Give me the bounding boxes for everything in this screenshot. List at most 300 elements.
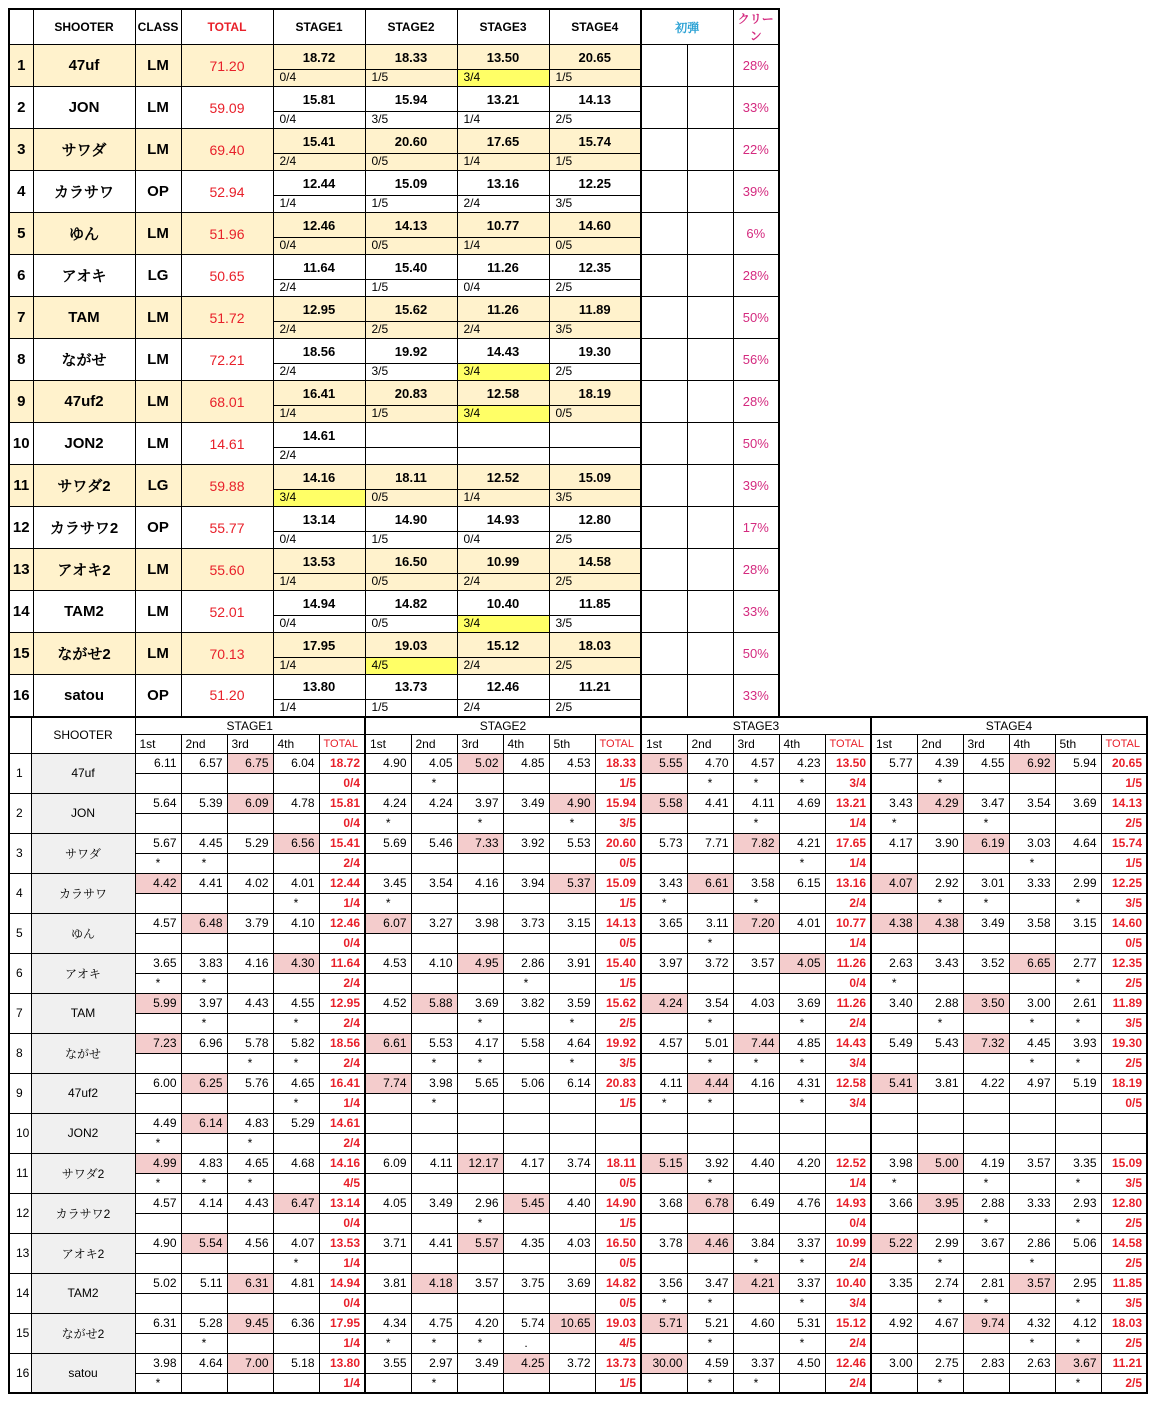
shot-time: 5.06 [503, 1073, 549, 1093]
hit-mark [871, 1333, 917, 1353]
hit-mark [641, 773, 687, 793]
hit-mark [917, 1053, 963, 1073]
shot-time: 4.11 [411, 1153, 457, 1173]
hit-mark [549, 853, 595, 873]
shot-time: 6.14 [181, 1113, 227, 1133]
hit-mark [549, 1253, 595, 1273]
detail-row-hits [9, 1093, 1147, 1113]
shot-time: 3.94 [503, 873, 549, 893]
stage-time: 11.64 [303, 259, 335, 275]
stage-hits: 1/4 [458, 111, 549, 128]
hit-mark: * [733, 813, 779, 833]
stage-time: 14.43 [486, 343, 520, 359]
stage-total-time: 13.53 [319, 1233, 365, 1253]
stage-cell [457, 675, 549, 717]
hit-mark [871, 893, 917, 913]
shot-time: 4.41 [411, 1233, 457, 1253]
shot-time: 3.15 [1055, 913, 1101, 933]
hit-mark: * [641, 1093, 687, 1113]
hit-mark: * [227, 1133, 273, 1153]
stage-time: 18.33 [394, 49, 428, 65]
stage-hit-count: 1/5 [595, 973, 641, 993]
stage-hits: 3/4 [458, 615, 549, 632]
shot-time: 5.18 [273, 1353, 319, 1373]
header-first-shot: 初弾 [641, 9, 733, 45]
stage-total-time: 12.58 [825, 1073, 871, 1093]
stage-hits: 0/4 [458, 531, 549, 548]
shot-time: 5.82 [273, 1033, 319, 1053]
shot-time: 4.20 [779, 1153, 825, 1173]
stage-hit-count: 4/5 [319, 1173, 365, 1193]
hit-mark [365, 1133, 411, 1153]
stage-total-time: 11.89 [1101, 993, 1147, 1013]
detail-row-hits [9, 1013, 1147, 1033]
shot-time: 3.45 [365, 873, 411, 893]
hit-mark [365, 773, 411, 793]
shot-time: 2.96 [457, 1193, 503, 1213]
shot-time: 3.35 [1055, 1153, 1101, 1173]
shooter-name: ながせ2 [33, 633, 135, 675]
detail-row-number: 2 [9, 793, 31, 833]
detail-row-number: 7 [9, 993, 31, 1033]
detail-shooter-name: JON [31, 793, 135, 833]
stage-time: 11.21 [578, 679, 611, 695]
stage-cell [273, 255, 365, 297]
hit-mark [549, 773, 595, 793]
hit-mark [917, 1333, 963, 1353]
total-time: 59.88 [181, 465, 273, 507]
shooter-class: LM [135, 45, 181, 87]
stage-total-time [825, 1113, 871, 1133]
shot-time: 3.15 [549, 913, 595, 933]
shot-time: 4.85 [779, 1033, 825, 1053]
detail-row-hits [9, 1173, 1147, 1193]
stage-cell [549, 465, 641, 507]
stage-hits: 2/4 [458, 699, 549, 716]
hit-mark [181, 813, 227, 833]
hit-mark: * [457, 1053, 503, 1073]
shot-time: 3.67 [1055, 1353, 1101, 1373]
shot-time: 4.14 [181, 1193, 227, 1213]
stage-total-time: 16.50 [595, 1233, 641, 1253]
shot-time: 6.15 [779, 873, 825, 893]
shot-time: 4.90 [549, 793, 595, 813]
stage-time: 15.12 [486, 637, 520, 653]
stage-time: 14.82 [394, 595, 428, 611]
hit-mark: * [871, 813, 917, 833]
shot-time: 4.32 [1009, 1313, 1055, 1333]
shot-time: 4.55 [963, 753, 1009, 773]
stage-hits: 3/4 [274, 489, 365, 506]
row-number: 6 [9, 255, 33, 297]
shot-time: 3.72 [549, 1353, 595, 1373]
first-shot-b [687, 633, 733, 675]
stage-total-time: 19.03 [595, 1313, 641, 1333]
clean-rate: 50% [733, 633, 779, 675]
hit-mark: * [365, 1333, 411, 1353]
stage-total-time: 14.61 [319, 1113, 365, 1133]
shot-time: 7.33 [457, 833, 503, 853]
hit-mark [549, 1213, 595, 1233]
stage-total-time: 11.64 [319, 953, 365, 973]
shot-time: 3.43 [917, 953, 963, 973]
hit-mark [641, 933, 687, 953]
stage-time: 12.52 [486, 469, 520, 485]
hit-mark [1009, 1133, 1055, 1153]
stage-cell [457, 297, 549, 339]
stage-hits: 2/4 [458, 657, 549, 674]
stage-hits: 1/5 [550, 69, 641, 86]
shot-time: 5.88 [411, 993, 457, 1013]
hit-mark [779, 813, 825, 833]
shot-time: 5.01 [687, 1033, 733, 1053]
summary-row [9, 423, 779, 465]
shooter-class: LM [135, 87, 181, 129]
hit-mark [549, 933, 595, 953]
hit-mark [641, 1253, 687, 1273]
hit-mark [273, 773, 319, 793]
stage-hit-count: 0/5 [595, 1173, 641, 1193]
stage-hit-count: 1/5 [595, 1213, 641, 1233]
shot-time: 5.45 [503, 1193, 549, 1213]
shot-time: 5.76 [227, 1073, 273, 1093]
stage-time: 11.26 [487, 301, 519, 317]
shot-time: 3.43 [641, 873, 687, 893]
hit-mark [641, 1213, 687, 1233]
shot-time: 4.05 [411, 753, 457, 773]
row-number: 7 [9, 297, 33, 339]
shooter-class: LM [135, 339, 181, 381]
shot-time: 4.25 [503, 1353, 549, 1373]
shot-time: 3.69 [549, 1273, 595, 1293]
stage-time: 14.16 [302, 469, 336, 485]
detail-row-number: 12 [9, 1193, 31, 1233]
first-shot-a [641, 129, 687, 171]
stage-total-time: 18.11 [595, 1153, 641, 1173]
stage-time: 14.61 [302, 427, 336, 443]
hit-mark [963, 1333, 1009, 1353]
stage-cell [457, 129, 549, 171]
stage-hits: 0/4 [274, 111, 365, 128]
detail-column-header: 2nd [411, 734, 457, 753]
detail-row-hits [9, 1053, 1147, 1073]
shot-time: 4.02 [227, 873, 273, 893]
stage-cell [549, 549, 641, 591]
first-shot-b [687, 87, 733, 129]
detail-stage-header: STAGE2 [365, 717, 641, 734]
stage-total-time: 15.09 [595, 873, 641, 893]
detail-row-number: 10 [9, 1113, 31, 1153]
hit-mark [457, 1373, 503, 1393]
stage-total-time: 14.93 [825, 1193, 871, 1213]
first-shot-a [641, 633, 687, 675]
shooter-name: TAM [33, 297, 135, 339]
hit-mark: * [1009, 1013, 1055, 1033]
shot-time: 4.21 [733, 1273, 779, 1293]
stage-hits: 1/4 [274, 699, 365, 716]
shot-time: 5.46 [411, 833, 457, 853]
hit-mark [135, 813, 181, 833]
stage-cell [273, 339, 365, 381]
stage-hits: 1/5 [366, 279, 457, 296]
hit-mark: * [779, 1013, 825, 1033]
shot-time: 3.92 [503, 833, 549, 853]
stage-cell [549, 339, 641, 381]
shot-time: 4.16 [457, 873, 503, 893]
hit-mark [963, 933, 1009, 953]
shot-time: 5.28 [181, 1313, 227, 1333]
shot-time: 5.54 [181, 1233, 227, 1253]
shot-time: 3.71 [365, 1233, 411, 1253]
shooter-class: OP [135, 507, 181, 549]
stage-hit-count: 1/4 [319, 893, 365, 913]
stage-cell [365, 465, 457, 507]
stage-hits: 3/5 [550, 195, 641, 212]
shot-time [457, 1113, 503, 1133]
hit-mark [135, 1093, 181, 1113]
stage-cell [457, 591, 549, 633]
stage-total-time: 18.56 [319, 1033, 365, 1053]
total-time: 14.61 [181, 423, 273, 465]
shot-time: 4.85 [503, 753, 549, 773]
hit-mark: * [917, 773, 963, 793]
shot-time [917, 1113, 963, 1133]
shot-time: 3.49 [411, 1193, 457, 1213]
shot-time: 4.01 [273, 873, 319, 893]
shot-time: 3.79 [227, 913, 273, 933]
detail-row [9, 873, 1147, 893]
stage-cell [549, 255, 641, 297]
detail-column-header: 2nd [917, 734, 963, 753]
shot-time: 3.98 [871, 1153, 917, 1173]
detail-row-number: 6 [9, 953, 31, 993]
stage-cell [273, 423, 365, 465]
stage-cell [457, 507, 549, 549]
shot-time: 3.49 [457, 1353, 503, 1373]
shot-time: 5.78 [227, 1033, 273, 1053]
shot-time: 4.23 [779, 753, 825, 773]
hit-mark [365, 973, 411, 993]
shot-time: 4.50 [779, 1353, 825, 1373]
hit-mark [917, 1093, 963, 1113]
stage-time: 12.95 [302, 301, 336, 317]
shot-time: 3.74 [549, 1153, 595, 1173]
first-shot-a [641, 45, 687, 87]
stage-cell [549, 381, 641, 423]
detail-column-header: 4th [503, 734, 549, 753]
row-number: 4 [9, 171, 33, 213]
shot-time: 10.65 [549, 1313, 595, 1333]
stage-time: 15.09 [394, 175, 428, 191]
stage-total-time: 14.82 [595, 1273, 641, 1293]
hit-mark [457, 853, 503, 873]
stage-total-time: 10.40 [825, 1273, 871, 1293]
detail-column-header: TOTAL [1101, 734, 1147, 753]
detail-row [9, 1033, 1147, 1053]
detail-header-num [9, 717, 31, 753]
stage-total-time: 18.72 [319, 753, 365, 773]
stage-time: 14.60 [578, 217, 612, 233]
first-shot-b [687, 675, 733, 717]
hit-mark [365, 1013, 411, 1033]
hit-mark [1055, 813, 1101, 833]
hit-mark [181, 933, 227, 953]
hit-mark [779, 1373, 825, 1393]
stage-time: 13.50 [486, 49, 520, 65]
hit-mark [503, 1293, 549, 1313]
hit-mark: * [1055, 1013, 1101, 1033]
hit-mark [365, 853, 411, 873]
shooter-name: 47uf [33, 45, 135, 87]
hit-mark [963, 853, 1009, 873]
hit-mark [135, 1253, 181, 1273]
stage-time: 10.99 [486, 553, 520, 569]
stage-cell [457, 213, 549, 255]
summary-row [9, 591, 779, 633]
shot-time: 2.93 [1055, 1193, 1101, 1213]
shot-time: 5.41 [871, 1073, 917, 1093]
hit-mark: * [411, 1053, 457, 1073]
stage-time: 13.53 [302, 553, 336, 569]
hit-mark [181, 1293, 227, 1313]
hit-mark: . [503, 1333, 549, 1353]
shot-time: 7.82 [733, 833, 779, 853]
stage-hits: 2/4 [274, 321, 365, 338]
stage-time: 15.40 [394, 259, 428, 275]
stage-hit-count: 0/4 [319, 1293, 365, 1313]
detail-shooter-name: TAM [31, 993, 135, 1033]
hit-mark [549, 893, 595, 913]
clean-rate: 6% [733, 213, 779, 255]
shot-time: 4.12 [1055, 1313, 1101, 1333]
stage-hits: 2/4 [274, 447, 365, 464]
shot-time: 5.77 [871, 753, 917, 773]
shot-time: 4.03 [549, 1233, 595, 1253]
detail-row [9, 833, 1147, 853]
hit-mark [779, 893, 825, 913]
shot-time: 5.58 [503, 1033, 549, 1053]
detail-row [9, 1313, 1147, 1333]
shooter-name: JON2 [33, 423, 135, 465]
hit-mark [779, 933, 825, 953]
hit-mark [1055, 933, 1101, 953]
stage-hit-count: 2/5 [1101, 1053, 1147, 1073]
shooter-class: LM [135, 213, 181, 255]
stage-hits: 0/5 [366, 153, 457, 170]
stage-cell [457, 633, 549, 675]
shot-time: 6.65 [1009, 953, 1055, 973]
hit-mark [181, 1133, 227, 1153]
stage-cell [549, 591, 641, 633]
shooter-name: 47uf2 [33, 381, 135, 423]
stage-hits: 2/5 [550, 279, 641, 296]
stage-time: 11.85 [578, 595, 611, 611]
hit-mark: * [135, 973, 181, 993]
stage-cell [365, 87, 457, 129]
shooter-name: ながせ [33, 339, 135, 381]
stage-hits [458, 447, 549, 464]
shooter-name: ゆん [33, 213, 135, 255]
hit-mark [1009, 1093, 1055, 1113]
total-time: 52.94 [181, 171, 273, 213]
shot-time [1009, 1113, 1055, 1133]
shot-time: 4.46 [687, 1233, 733, 1253]
hit-mark [135, 1293, 181, 1313]
hit-mark: * [273, 1253, 319, 1273]
stage-hits: 0/5 [366, 615, 457, 632]
shot-time: 5.02 [457, 753, 503, 773]
stage-hit-count: 0/5 [595, 853, 641, 873]
shooter-class: LG [135, 465, 181, 507]
shot-time: 2.86 [503, 953, 549, 973]
shot-time: 5.15 [641, 1153, 687, 1173]
hit-mark [687, 853, 733, 873]
shot-time: 4.90 [135, 1233, 181, 1253]
hit-mark [871, 853, 917, 873]
stage-hits: 2/5 [366, 321, 457, 338]
stage-total-time: 12.35 [1101, 953, 1147, 973]
stage-time: 11.26 [487, 259, 519, 275]
stage-time: 14.13 [578, 91, 612, 107]
header-stage4: STAGE4 [549, 9, 641, 45]
stage-hit-count: 2/4 [319, 1013, 365, 1033]
stage-hits: 0/5 [550, 405, 641, 422]
hit-mark: * [779, 1253, 825, 1273]
hit-mark: * [181, 853, 227, 873]
shot-time: 3.37 [779, 1233, 825, 1253]
shooter-class: LM [135, 549, 181, 591]
shot-time: 3.33 [1009, 873, 1055, 893]
hit-mark: * [1009, 1333, 1055, 1353]
shot-time: 9.45 [227, 1313, 273, 1333]
stage-time: 11.89 [578, 301, 611, 317]
hit-mark [1009, 813, 1055, 833]
hit-mark [503, 1173, 549, 1193]
stage-total-time: 18.33 [595, 753, 641, 773]
hit-mark [641, 1053, 687, 1073]
shot-time: 4.24 [365, 793, 411, 813]
stage-total-time: 11.26 [825, 993, 871, 1013]
stage-time: 18.72 [302, 49, 336, 65]
hit-mark [549, 1133, 595, 1153]
stage-cell [365, 549, 457, 591]
stage-total-time: 15.74 [1101, 833, 1147, 853]
hit-mark [135, 933, 181, 953]
stage-time: 13.14 [302, 511, 336, 527]
stage-hit-count: 4/5 [595, 1333, 641, 1353]
detail-column-header: 5th [549, 734, 595, 753]
detail-column-header: 4th [779, 734, 825, 753]
stage-time [550, 423, 641, 447]
detail-column-header: 4th [1009, 734, 1055, 753]
hit-mark [503, 773, 549, 793]
stage-hit-count: 3/5 [1101, 1013, 1147, 1033]
stage-hits: 0/4 [274, 615, 365, 632]
detail-column-header: 1st [135, 734, 181, 753]
hit-mark [641, 973, 687, 993]
shot-time: 3.58 [1009, 913, 1055, 933]
detail-shooter-name: ゆん [31, 913, 135, 953]
hit-mark [733, 973, 779, 993]
stage-hits: 0/4 [274, 237, 365, 254]
detail-shooter-name: JON2 [31, 1113, 135, 1153]
stage-hits: 3/5 [550, 615, 641, 632]
detail-table [8, 716, 1148, 1394]
hit-mark: * [181, 1333, 227, 1353]
hit-mark: * [687, 1093, 733, 1113]
hit-mark [411, 973, 457, 993]
stage-hits: 0/4 [274, 69, 365, 86]
